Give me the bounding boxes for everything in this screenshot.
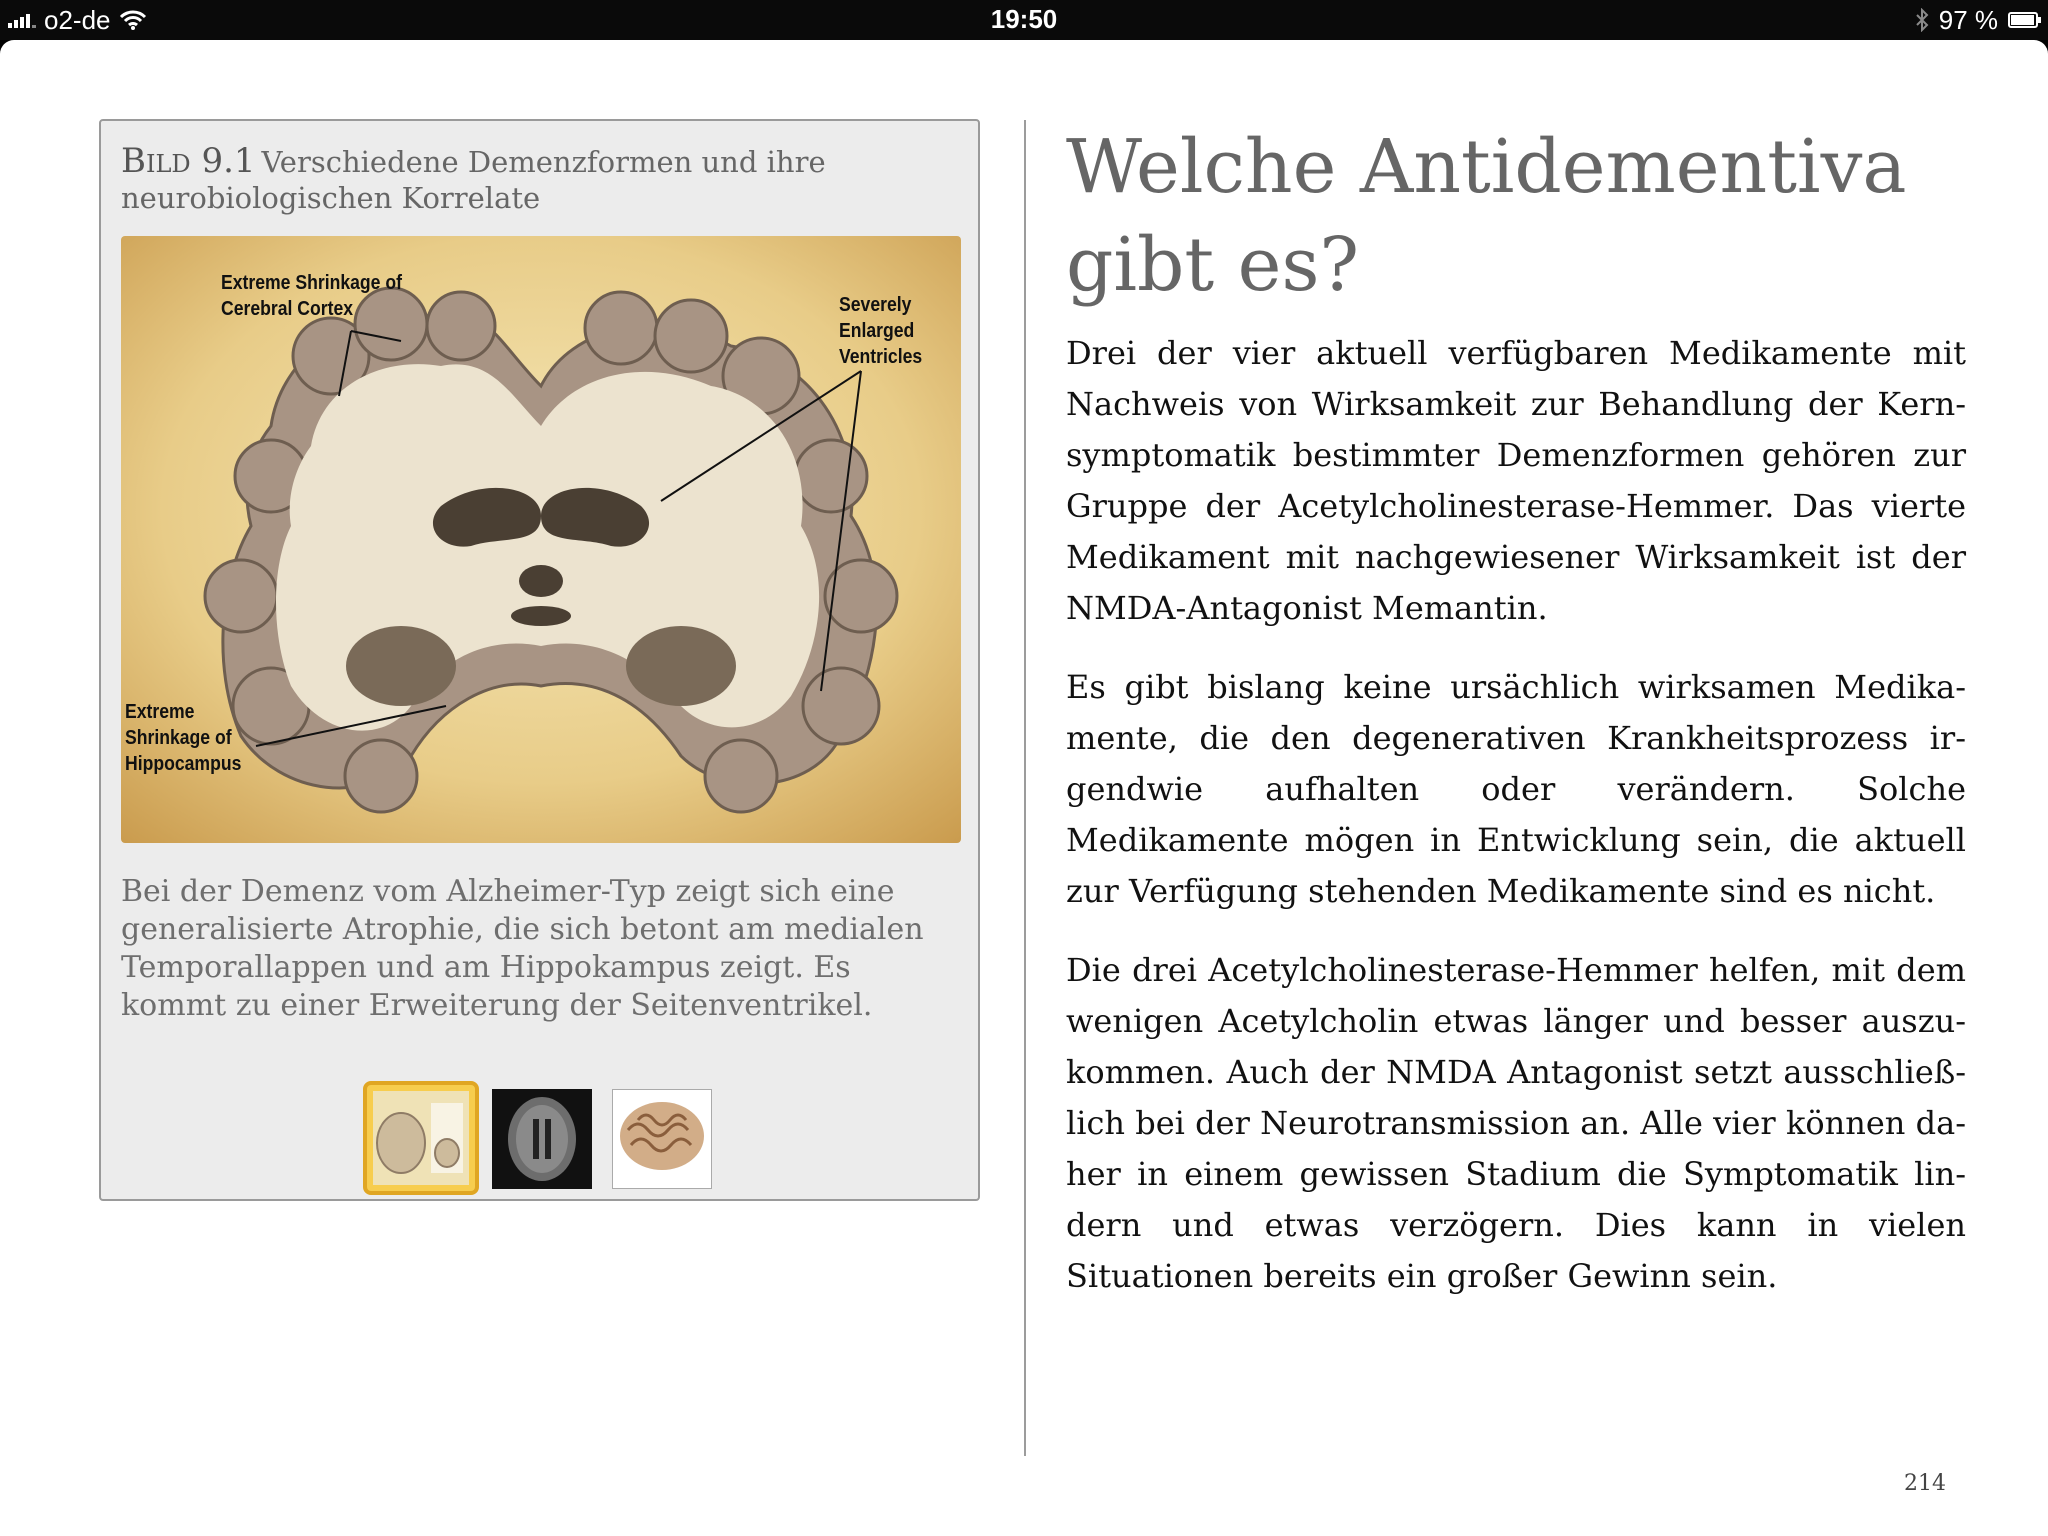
annotation-cortex: Extreme Shrinkage of Cerebral Cortex bbox=[221, 272, 402, 320]
brain-illustration-thumbnail[interactable] bbox=[363, 1081, 479, 1195]
page-number: 214 bbox=[1904, 1471, 1946, 1496]
carrier-name: o2-de bbox=[44, 4, 111, 35]
bluetooth-icon bbox=[1915, 8, 1929, 32]
figure-label: Bild 9.1 bbox=[121, 141, 256, 181]
thumbnail-strip bbox=[101, 1081, 978, 1191]
battery-icon bbox=[2008, 12, 2038, 28]
clock: 19:50 bbox=[990, 4, 1058, 34]
annotation-ventricles: Severely Enlarged Ventricles bbox=[839, 294, 923, 368]
chapter-body bbox=[1066, 328, 1966, 1302]
mri-scan-thumbnail[interactable] bbox=[492, 1089, 592, 1189]
thumbnail-image bbox=[492, 1089, 592, 1189]
figure-caption-text: Verschiedene Demenzformen und ihre neurobiologischen Korrelate bbox=[121, 145, 826, 215]
paragraph: Die drei Acetylcholinesterase-Hemmer helfen, mit dem wenigen Acetylcholin etwas länger und besser auszukommen. Auch der NMDA Antagonist setzt ausschließlich bei der Neurotransmission an. Alle vier können daher in einem gewissen Stadium die Symptomatik lindern und etwas verzögern. Dies kann in vielen Situationen bereits ein großer Gewinn sein. bbox=[1066, 951, 1966, 1295]
paragraph: Es gibt bislang keine ursächlich wirksamen Medikamente, die den degenerativen Krankheitsprozess irgendwie aufhalten oder verändern. Solche Medikamente mögen in Entwicklung sein, die aktuell zur Verfügung stehenden Medikamente sind es nicht. bbox=[1066, 668, 1966, 910]
status-bar bbox=[0, 0, 2048, 40]
annotation-hippocampus: Extreme Shrinkage of Hippocampus bbox=[125, 701, 242, 775]
chapter-title: Welche Antidementiva gibt es? bbox=[1066, 124, 1907, 308]
battery-percent: 97 % bbox=[1938, 4, 1998, 35]
status-right bbox=[1915, 4, 2038, 36]
paragraph: Drei der vier aktuell verfügbaren Medikamente mit Nachweis von Wirksamkeit zur Behandlung der Kernsymptomatik bestimmter Demenzformen gehören zur Gruppe der Acetylcholinesterase-Hemmer. Das vierte Medikament mit nachgewiesener Wirksamkeit ist der NMDA-Antagonist Memantin. bbox=[1066, 334, 1966, 627]
thumbnail-image bbox=[373, 1091, 469, 1185]
thumbnail-image bbox=[613, 1090, 711, 1188]
figure-panel[interactable] bbox=[99, 119, 980, 1201]
brain-photo-thumbnail[interactable] bbox=[612, 1089, 712, 1189]
figure-caption bbox=[121, 143, 963, 216]
text-column bbox=[1066, 118, 1966, 1302]
column-divider bbox=[1024, 120, 1026, 1456]
book-page[interactable] bbox=[0, 40, 2048, 1536]
figure-description: Bei der Demenz vom Alzheimer-Typ zeigt sich eine generalisierte Atrophie, die sich betont am medialen Temporallappen und am Hippokampus zeigt. Es kommt zu einer Erweiterung der Seitenventrikel. bbox=[121, 874, 924, 1023]
brain-illustration[interactable] bbox=[121, 236, 961, 843]
